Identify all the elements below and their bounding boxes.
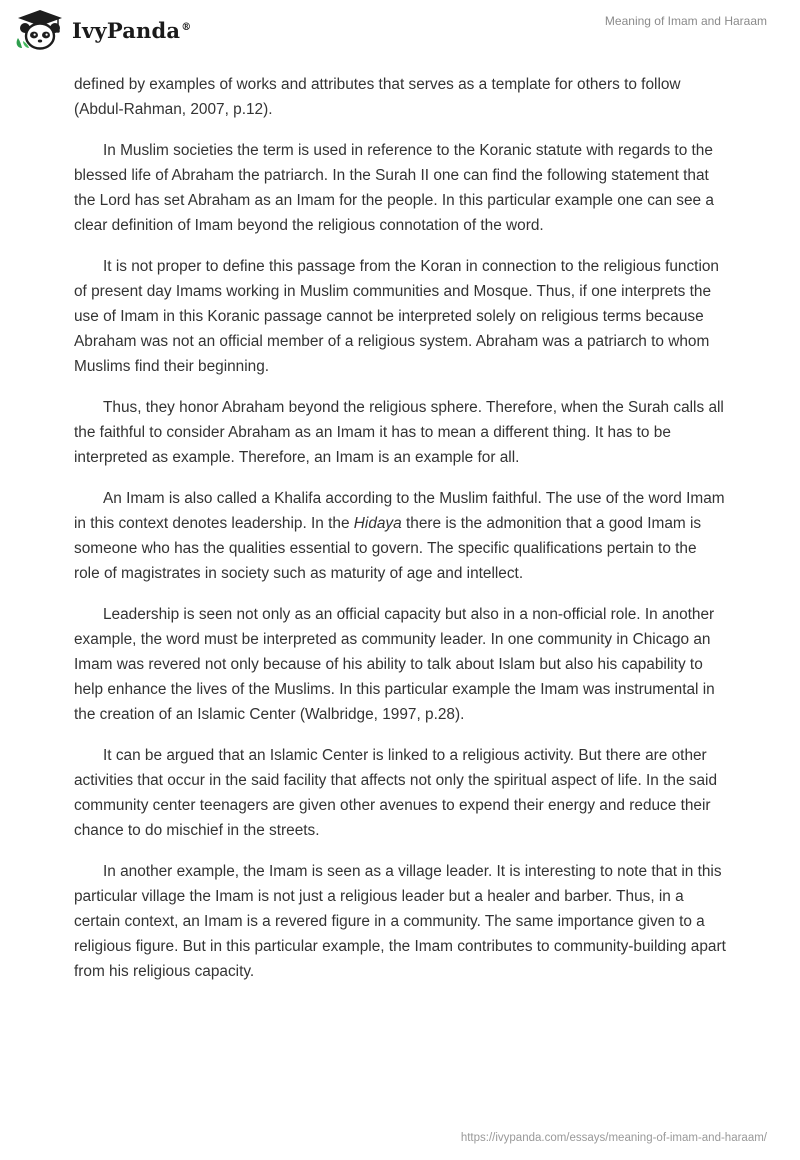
paragraph-3: It is not proper to define this passage from the Koran in connection to the religious function of present day Imams working in Muslim communities and Mosque. Thus, if one interprets the use of Imam in this Koranic passage cannot be interpreted solely on religious terms because Abraham was not an official member of a religious system. Abraham was a patriarch to whom Muslims find their beginning. (74, 258, 719, 375)
essay-body (74, 72, 726, 1000)
paragraph-5-text-after: there is the admonition that a good Imam is someone who has the qualities essential to govern. The specific qualifications pertain to the role of magistrates in society such as maturity of age and intellect. (74, 515, 702, 582)
paragraph-8: In another example, the Imam is seen as a village leader. It is interesting to note that in this particular village the Imam is not just a religious leader but a healer and barber. Thus, in a certain context, an Imam is a revered figure in a community. The same importance given to a religious figure. But in this particular example, the Imam contributes to community-building apart from his religious capacity. (74, 863, 726, 980)
paragraph-2: In Muslim societies the term is used in reference to the Koranic statute with regards to the blessed life of Abraham the patriarch. In the Surah II one can find the following statement that the Lord has set Abraham as an Imam for the people. In this particular example one can see a clear definition of Imam beyond the religious connotation of the word. (74, 142, 714, 234)
document-title: Meaning of Imam and Haraam (604, 14, 767, 28)
page-header (0, 0, 800, 60)
paragraph-5-text-before: An Imam is also called a Khalifa according to the Muslim faithful. The use of the word Imam in this context denotes leadership. In the (74, 490, 725, 532)
ivypanda-logo[interactable] (14, 8, 191, 52)
logo-wordmark: IvyPanda® (72, 17, 192, 43)
paragraph-1: defined by examples of works and attributes that serves as a template for others to follow (Abdul-Rahman, 2007, p.12). (74, 76, 681, 118)
source-url[interactable]: https://ivypanda.com/essays/meaning-of-imam-and-haraam/ (460, 1132, 767, 1144)
paragraph-6: Leadership is seen not only as an official capacity but also in a non-official role. In another example, the word must be interpreted as community leader. In one community in Chicago an Imam was revered not only because of his ability to talk about Islam but also his capability to help enhance the lives of the Muslims. In this particular example the Imam was instrumental in the creation of an Islamic Center (Walbridge, 1997, p.28). (74, 606, 715, 723)
panda-graduate-icon (14, 8, 66, 52)
hidaya-term: Hidaya (353, 515, 402, 532)
paragraph-5 (74, 486, 726, 586)
paragraph-7: It can be argued that an Islamic Center is linked to a religious activity. But there are other activities that occur in the said facility that affects not only the spiritual aspect of life. In the said community center teenagers are given other avenues to expend their energy and reduce their chance to do mischief in the streets. (74, 747, 718, 839)
paragraph-4: Thus, they honor Abraham beyond the religious sphere. Therefore, when the Surah calls all the faithful to consider Abraham as an Imam it has to mean a different thing. It has to be interpreted as example. Therefore, an Imam is an example for all. (74, 399, 724, 466)
